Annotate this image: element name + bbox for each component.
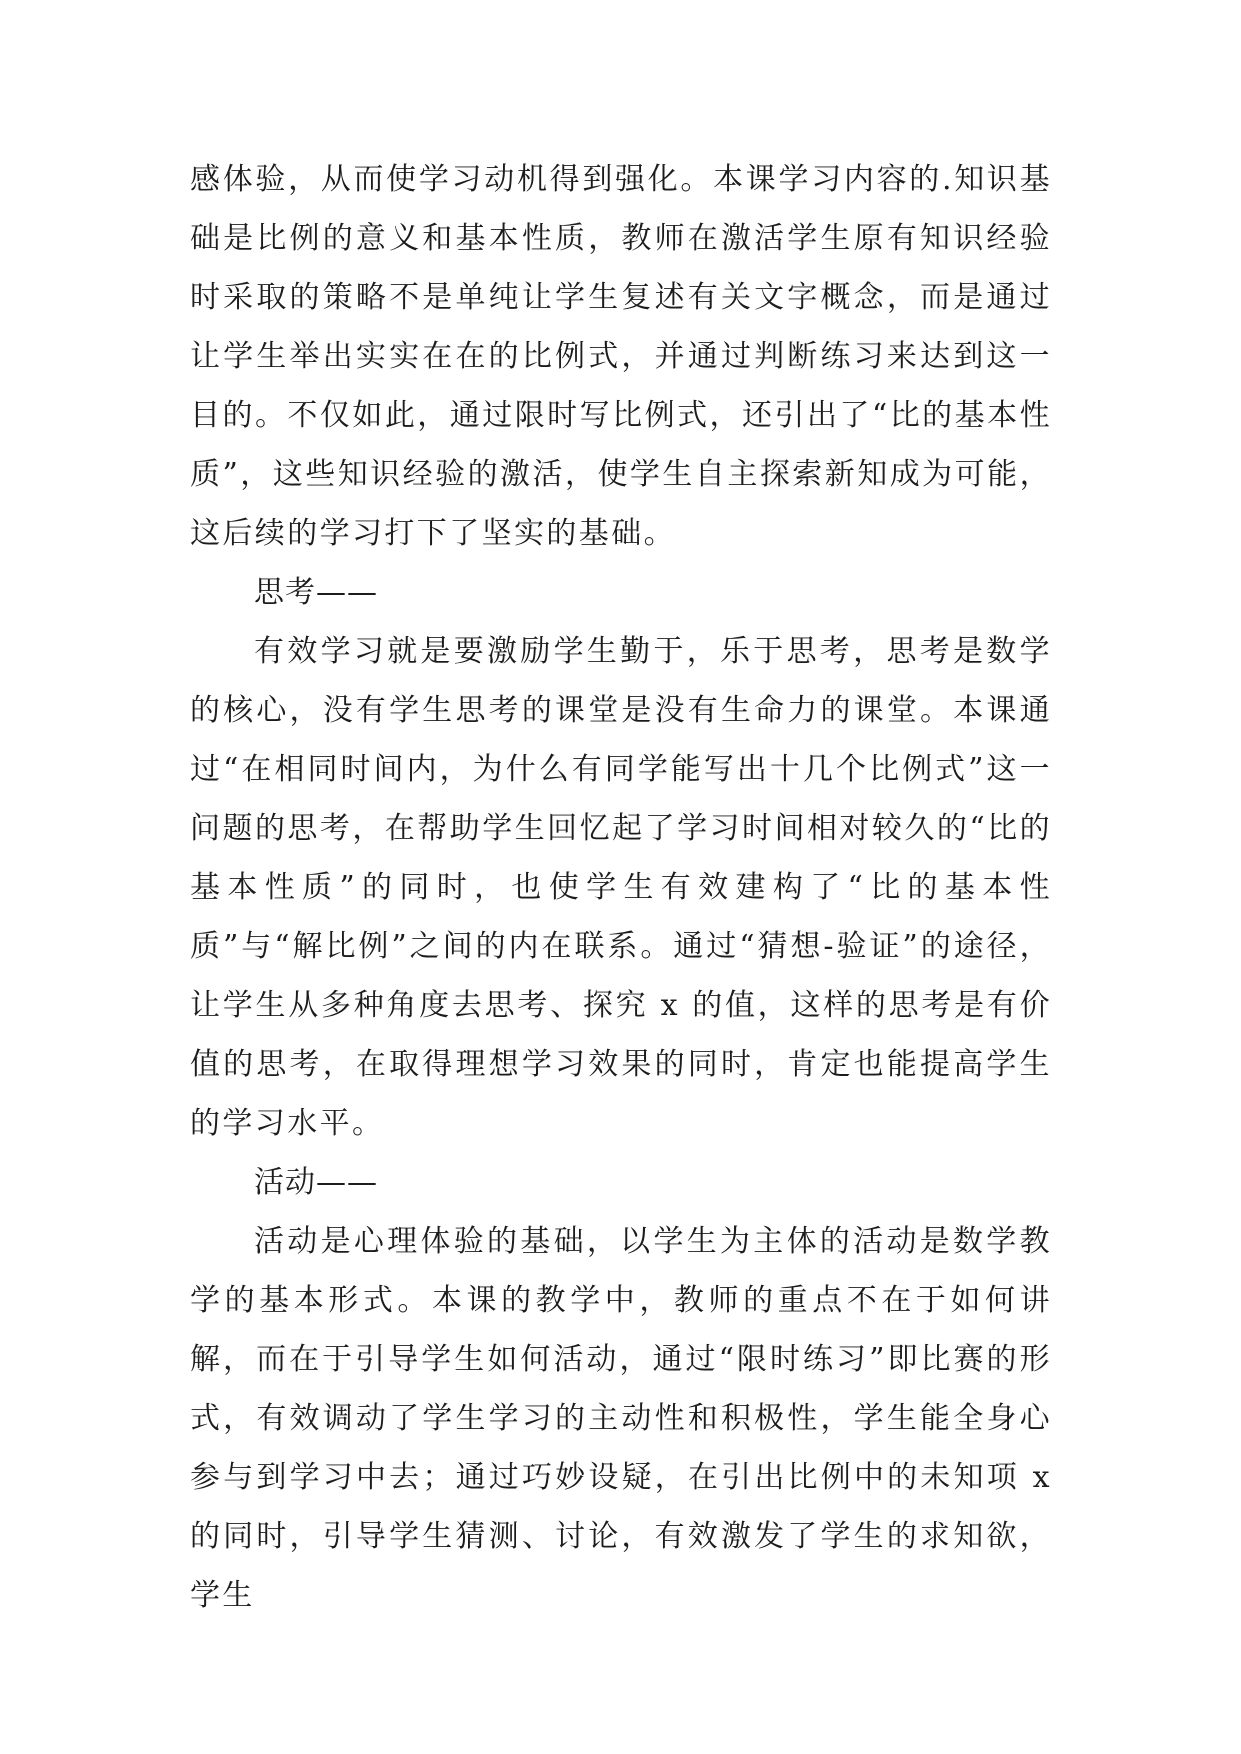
document-body xyxy=(190,150,1052,1625)
section-heading-thinking: 思考—— xyxy=(254,575,378,610)
paragraph-thinking: 有效学习就是要激励学生勤于，乐于思考，思考是数学的核心，没有学生思考的课堂是没有生命力的课堂。本课通过“在相同时间内，为什么有同学能写出十几个比例式”这一问题的思考，在帮助学生回忆起了学习时间相对较久的“比的基本性质”的同时，也使学生有效建构了“比的基本性质”与“解比例”之间的内在联系。通过“猜想-验证”的途径，让学生从多种角度去思考、探究 x 的值，这样的思考是有价值的思考，在取得理想学习效果的同时，肯定也能提高学生的学习水平。 xyxy=(190,634,1052,1141)
paragraph-activity: 活动是心理体验的基础，以学生为主体的活动是数学教学的基本形式。本课的教学中，教师的重点不在于如何讲解，而在于引导学生如何活动，通过“限时练习”即比赛的形式，有效调动了学生学习的主动性和积极性，学生能全身心参与到学习中去；通过巧妙设疑，在引出比例中的未知项 x 的同时，引导学生猜测、讨论，有效激发了学生的求知欲，学生 xyxy=(190,1224,1052,1613)
paragraph-continued: 感体验，从而使学习动机得到强化。本课学习内容的.知识基础是比例的意义和基本性质，教师在激活学生原有知识经验时采取的策略不是单纯让学生复述有关文字概念，而是通过让学生举出实实在在的比例式，并通过判断练习来达到这一目的。不仅如此，通过限时写比例式，还引出了“比的基本性质”，这些知识经验的激活，使学生自主探索新知成为可能，这后续的学习打下了坚实的基础。 xyxy=(190,162,1052,551)
section-heading-activity: 活动—— xyxy=(254,1165,378,1200)
